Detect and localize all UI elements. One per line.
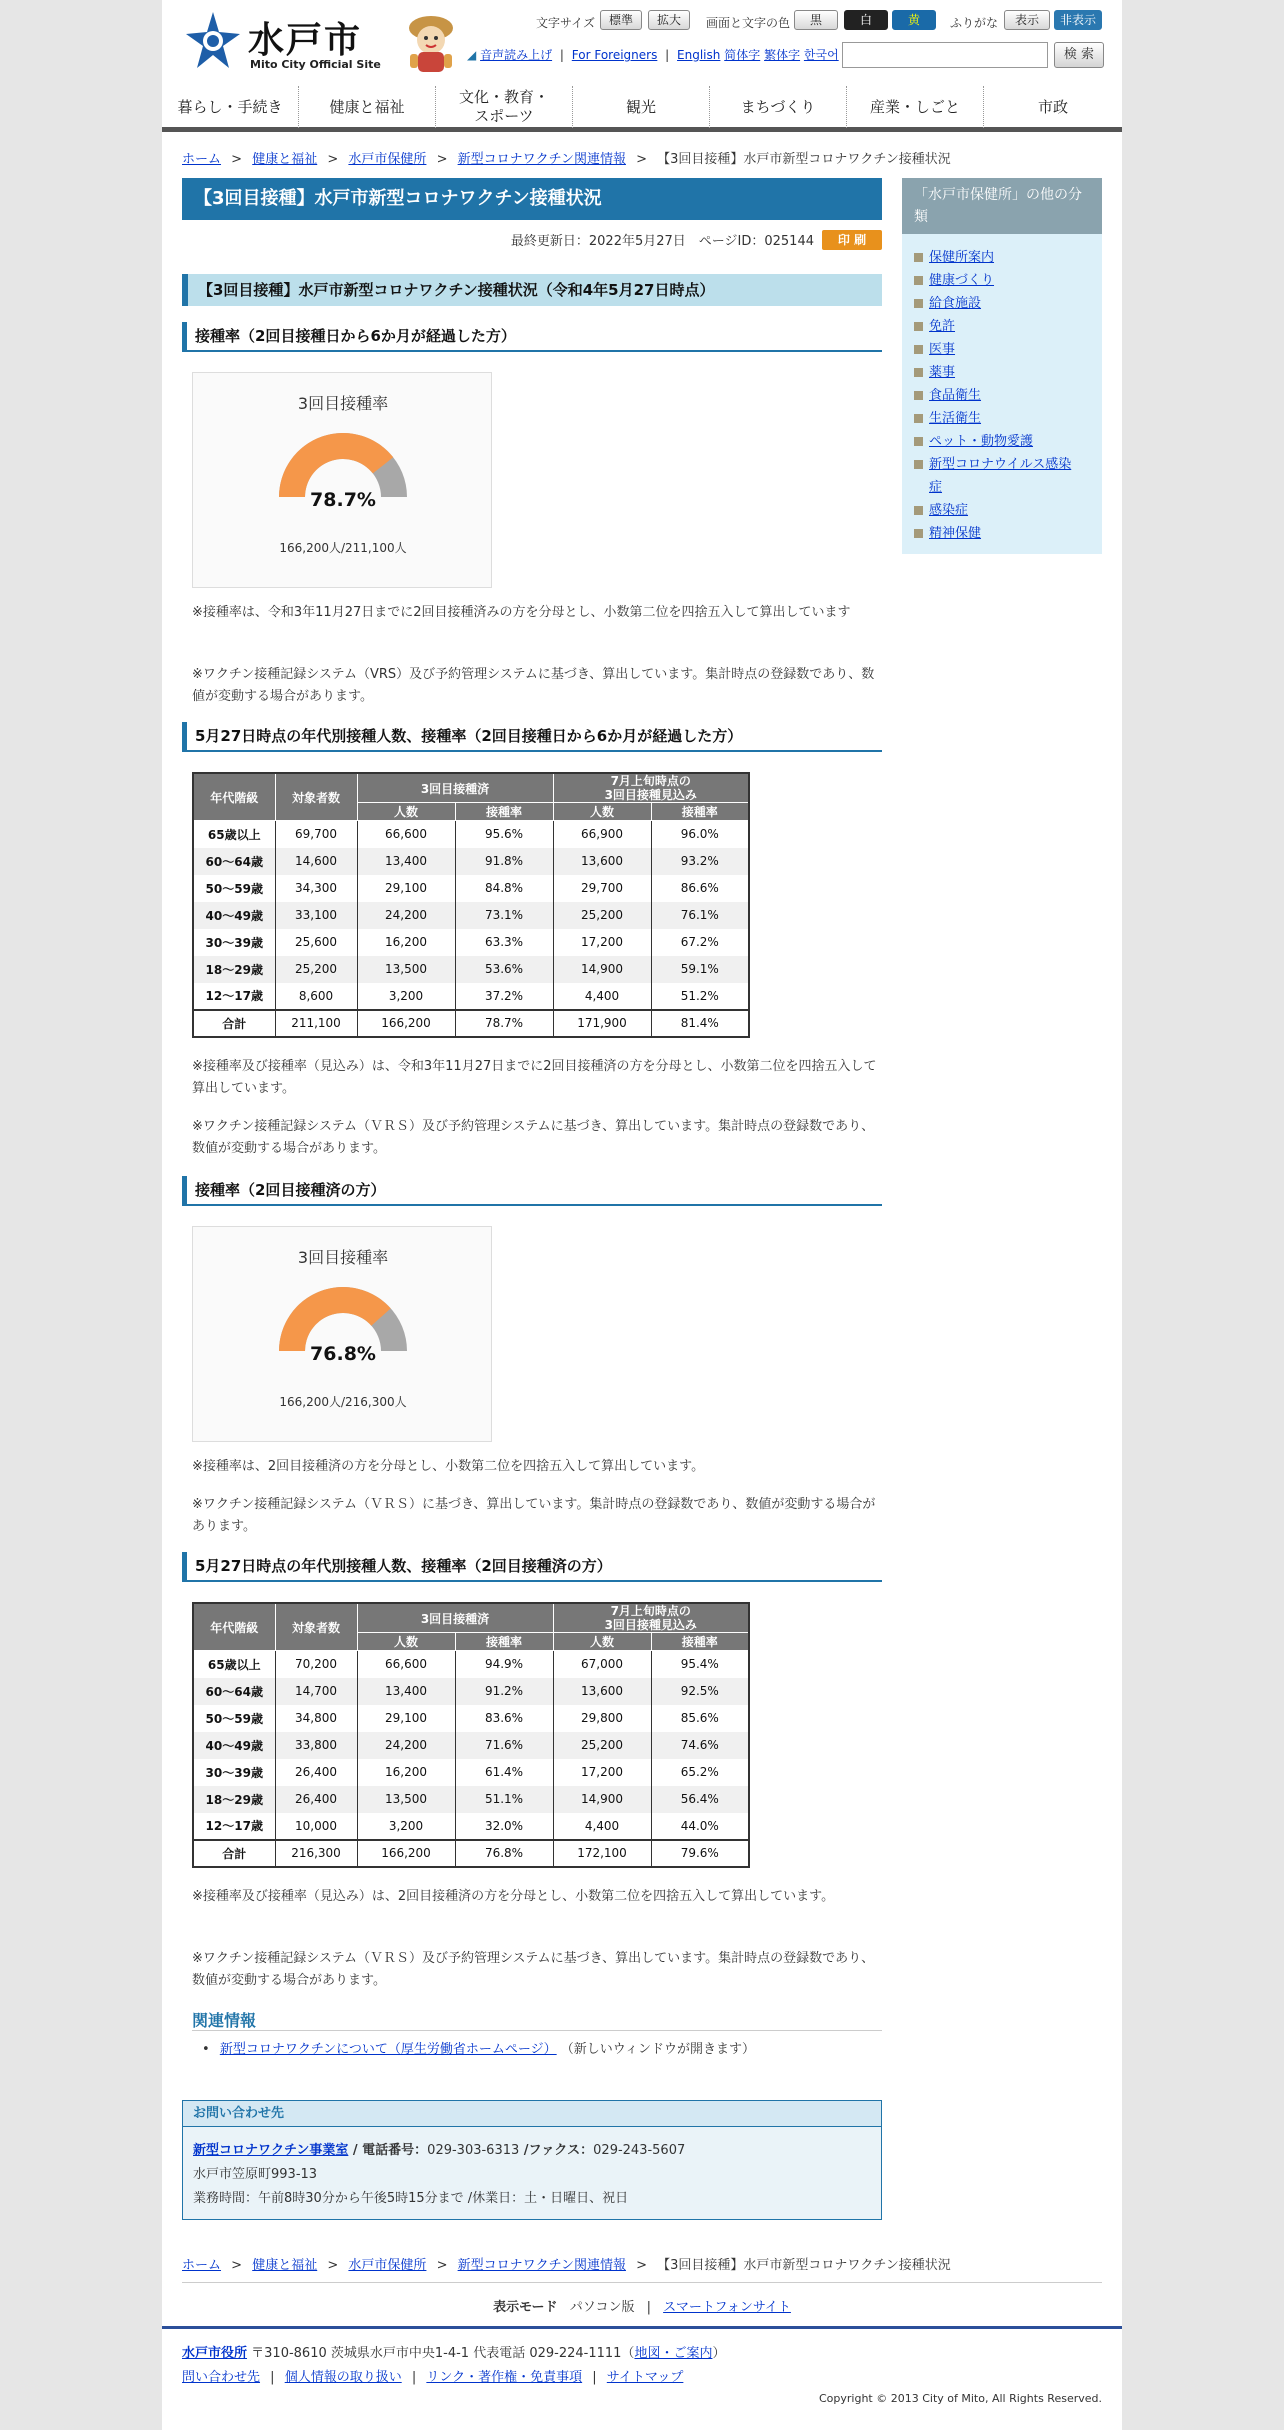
table-cell: 172,100: [553, 1840, 651, 1867]
table-cell: 95.6%: [455, 821, 553, 848]
table-cell: 8,600: [275, 983, 357, 1010]
table-cell: 29,800: [553, 1705, 651, 1732]
footer-privacy-link[interactable]: 個人情報の取り扱い: [284, 2370, 402, 2385]
th-target: 対象者数: [275, 773, 357, 821]
related-title: 関連情報: [192, 2011, 257, 2030]
site-name-en: Mito City Official Site: [250, 58, 381, 71]
breadcrumb-hokenjo[interactable]: 水戸市保健所: [348, 2258, 427, 2273]
nav-machizukuri[interactable]: まちづくり: [710, 86, 847, 128]
square-bullet-icon: [914, 253, 923, 262]
table-cell: 44.0%: [651, 1813, 749, 1840]
age-table-dose2-heading: 5月27日時点の年代別接種人数、接種率（2回目接種済の方）: [182, 1552, 882, 1582]
table-cell: 14,600: [275, 848, 357, 875]
table-cell: 14,900: [553, 1786, 651, 1813]
contact-tel: 029-303-6313: [427, 2143, 520, 2158]
table-cell: 18〜29歳: [193, 956, 275, 983]
city-office-link[interactable]: 水戸市役所: [182, 2346, 248, 2361]
page-title: 【3回目接種】水戸市新型コロナワクチン接種状況: [182, 178, 882, 220]
th-rate: 接種率: [651, 1633, 749, 1651]
korean-link[interactable]: 한국어: [803, 48, 839, 62]
table-cell: 95.4%: [651, 1651, 749, 1678]
note-text: ※ワクチン接種記録システム（VRS）及び予約管理システムに基づき、算出しています。集計時点の登録数であり、数値が変動する場合があります。: [192, 667, 875, 704]
note-text: ※接種率は、2回目接種済の方を分母とし、小数第二位を四捨五入して算出しています。: [192, 1459, 705, 1474]
table-cell: 67,000: [553, 1651, 651, 1678]
table-cell: 14,900: [553, 956, 651, 983]
gauge-chart: [193, 373, 493, 589]
table-row: [193, 1732, 749, 1759]
sidebar-item[interactable]: 給食施設: [914, 292, 981, 311]
gauge-value: 76.8%: [310, 1343, 376, 1365]
table-cell: 4,400: [553, 983, 651, 1010]
table-cell: 40〜49歳: [193, 902, 275, 929]
table-cell: 78.7%: [455, 1010, 553, 1037]
nav-bunka[interactable]: 文化・教育・ スポーツ: [436, 86, 573, 128]
th-done: 3回目接種済: [357, 1603, 553, 1633]
table-cell: 30〜39歳: [193, 1759, 275, 1786]
square-bullet-icon: [914, 529, 923, 538]
gauge-title: 3回目接種率: [297, 1248, 389, 1267]
footer-sitemap-link[interactable]: サイトマップ: [606, 2370, 684, 2385]
th-age: 年代階級: [193, 773, 275, 821]
map-link[interactable]: 地図・ご案内: [634, 2346, 713, 2361]
site-logo[interactable]: [182, 8, 472, 78]
sidebar-item[interactable]: 生活衛生: [914, 407, 981, 426]
th-rate: 接種率: [455, 803, 553, 821]
table-cell: 216,300: [275, 1840, 357, 1867]
note-text: ※接種率及び接種率（見込み）は、令和3年11月27日までに2回目接種済の方を分母とし、小数第二位を四捨五入して算出しています。: [192, 1059, 877, 1096]
gauge-value: 78.7%: [310, 489, 376, 511]
language-links: ◢ 音声読み上げ | For Foreigners | English 简体字 繁体字 한국어: [467, 48, 839, 62]
table-cell: 91.8%: [455, 848, 553, 875]
english-link[interactable]: English: [677, 48, 721, 62]
table-cell: 13,500: [357, 1786, 455, 1813]
age-table-6month-heading: 5月27日時点の年代別接種人数、接種率（2回目接種日から6か月が経過した方）: [182, 722, 882, 752]
table-cell: 34,300: [275, 875, 357, 902]
site-name: 水戸市: [248, 19, 363, 61]
table-cell: 40〜49歳: [193, 1732, 275, 1759]
note-text: ※ワクチン接種記録システム（ＶＲＳ）及び予約管理システムに基づき、算出しています。集計時点の登録数であり、数値が変動する場合があります。: [192, 1119, 875, 1156]
table-cell: 56.4%: [651, 1786, 749, 1813]
breadcrumb-home[interactable]: ホーム: [182, 152, 222, 167]
table-cell: 3,200: [357, 1813, 455, 1840]
breadcrumb-current: 【3回目接種】水戸市新型コロナワクチン接種状況: [657, 2258, 951, 2273]
table-cell: 50〜59歳: [193, 875, 275, 902]
table-cell: 166,200: [357, 1010, 455, 1037]
table-row: [193, 1786, 749, 1813]
pc-mode: パソコン版: [569, 2300, 635, 2315]
table-cell: 32.0%: [455, 1813, 553, 1840]
square-bullet-icon: [914, 299, 923, 308]
sidebar-item[interactable]: 健康づくり: [914, 269, 994, 288]
note-text: ※接種率は、令和3年11月27日までに2回目接種済みの方を分母とし、小数第二位を四捨五入して算出しています: [192, 605, 851, 620]
sidebar-item[interactable]: 医事: [914, 338, 955, 357]
table-cell: 93.2%: [651, 848, 749, 875]
furigana-show-button[interactable]: 表示: [1004, 10, 1050, 30]
square-bullet-icon: [914, 391, 923, 400]
square-bullet-icon: [914, 276, 923, 285]
th-done: 3回目接種済: [357, 773, 553, 803]
table-cell: 17,200: [553, 929, 651, 956]
table-cell: 16,200: [357, 1759, 455, 1786]
speaker-icon: ◢: [467, 48, 477, 62]
table-cell: 33,100: [275, 902, 357, 929]
color-white-button[interactable]: 白: [844, 10, 888, 30]
sidebar-item[interactable]: 感染症: [914, 499, 968, 518]
table-cell: 13,600: [553, 848, 651, 875]
gauge-count: 166,200人/211,100人: [279, 541, 407, 555]
table-cell: 76.8%: [455, 1840, 553, 1867]
mito-star-emblem-icon: [182, 10, 244, 72]
table-cell: 26,400: [275, 1786, 357, 1813]
table-cell: 166,200: [357, 1840, 455, 1867]
color-yellow-button[interactable]: 黄: [892, 10, 936, 30]
table-row: [193, 983, 749, 1010]
sidebar-item[interactable]: 免許: [914, 315, 955, 334]
font-size-label: 文字サイズ: [536, 16, 596, 30]
nav-sangyo[interactable]: 産業・しごと: [847, 86, 984, 128]
table-cell: 17,200: [553, 1759, 651, 1786]
page-meta: 最終更新日：2022年5月27日 ページID：025144: [510, 234, 814, 249]
nav-kurashi[interactable]: 暮らし・手続き: [162, 86, 299, 128]
square-bullet-icon: [914, 414, 923, 423]
gauge-count: 166,200人/216,300人: [279, 1395, 407, 1409]
table-cell: 61.4%: [455, 1759, 553, 1786]
footer-address: 水戸市役所 〒310-8610 茨城県水戸市中央1-4-1 代表電話 029-224-1111（地図・ご案内）: [182, 2346, 726, 2361]
table-cell: 171,900: [553, 1010, 651, 1037]
table-cell: 25,600: [275, 929, 357, 956]
table-cell: 50〜59歳: [193, 1705, 275, 1732]
table-cell: 60〜64歳: [193, 848, 275, 875]
table-row: [193, 1651, 749, 1678]
table-cell: 29,700: [553, 875, 651, 902]
voice-link[interactable]: 音声読み上げ: [480, 48, 553, 62]
table-cell: 66,600: [357, 1651, 455, 1678]
table-cell: 12〜17歳: [193, 983, 275, 1010]
square-bullet-icon: [914, 322, 923, 331]
table-cell: 18〜29歳: [193, 1786, 275, 1813]
contact-dept-link[interactable]: 新型コロナワクチン事業室: [193, 2143, 349, 2158]
font-size-standard-button[interactable]: 標準: [600, 10, 642, 30]
page: [162, 0, 1122, 2430]
table-row: [193, 848, 749, 875]
table-cell: 70,200: [275, 1651, 357, 1678]
breadcrumb-hokenjo[interactable]: 水戸市保健所: [348, 152, 427, 167]
contact-heading: お問い合わせ先: [183, 2101, 881, 2127]
table-cell: 66,600: [357, 821, 455, 848]
table-row: [193, 1705, 749, 1732]
table-row: [193, 1813, 749, 1840]
th-people: 人数: [553, 1633, 651, 1651]
furigana-label: ふりがな: [950, 16, 999, 30]
breadcrumb-home[interactable]: ホーム: [182, 2258, 222, 2273]
table-cell: 26,400: [275, 1759, 357, 1786]
table-cell: 合計: [193, 1840, 275, 1867]
nav-kenko[interactable]: 健康と福祉: [299, 86, 436, 128]
table-row: [193, 1759, 749, 1786]
sidebar-item[interactable]: 保健所案内: [914, 246, 994, 265]
divider: [182, 2282, 1102, 2283]
related-link[interactable]: 新型コロナワクチンについて（厚生労働省ホームページ）: [219, 2042, 557, 2057]
section-heading: 【3回目接種】水戸市新型コロナワクチン接種状況（令和4年5月27日時点）: [182, 274, 882, 306]
table-cell: 92.5%: [651, 1678, 749, 1705]
note-text: ※ワクチン接種記録システム（ＶＲＳ）に基づき、算出しています。集計時点の登録数であり、数値が変動する場合があります。: [192, 1497, 876, 1534]
table-cell: 33,800: [275, 1732, 357, 1759]
table-cell: 71.6%: [455, 1732, 553, 1759]
smartphone-link[interactable]: スマートフォンサイト: [663, 2300, 791, 2315]
gauge-fill-arc: [279, 1287, 391, 1351]
th-age: 年代階級: [193, 1603, 275, 1651]
gauge-chart: [193, 1227, 493, 1443]
table-cell: 65歳以上: [193, 1651, 275, 1678]
display-mode: 表示モード パソコン版 | スマートフォンサイト: [493, 2300, 791, 2315]
table-cell: 13,400: [357, 848, 455, 875]
gauge-dose2: [192, 1226, 492, 1442]
footer-link-policy-link[interactable]: リンク・著作権・免責事項: [426, 2370, 583, 2385]
age-rate-table-dose2: [192, 1602, 750, 1868]
table-cell: 13,600: [553, 1678, 651, 1705]
mascot-character-icon: [396, 8, 466, 78]
th-rate: 接種率: [651, 803, 749, 821]
sidebar-heading: 「水戸市保健所」の他の分類: [902, 178, 1102, 234]
table-cell: 51.2%: [651, 983, 749, 1010]
table-row: [193, 875, 749, 902]
contact-line: 新型コロナワクチン事業室 / 電話番号：029-303-6313 /ファクス：029-243-5607: [193, 2143, 686, 2158]
table-cell: 63.3%: [455, 929, 553, 956]
table-cell: 10,000: [275, 1813, 357, 1840]
footer-contact-link[interactable]: 問い合わせ先: [182, 2370, 261, 2385]
search-input[interactable]: [842, 42, 1048, 68]
th-people: 人数: [553, 803, 651, 821]
table-cell: 25,200: [553, 902, 651, 929]
table-cell: 29,100: [357, 1705, 455, 1732]
divider: [192, 2030, 882, 2031]
color-label: 画面と文字の色: [706, 16, 791, 30]
sidebar-item[interactable]: ペット・動物愛護: [914, 430, 1033, 449]
gauge-fill-arc: [279, 433, 393, 497]
table-cell: 65.2%: [651, 1759, 749, 1786]
table-row: [193, 956, 749, 983]
font-size-large-button[interactable]: 拡大: [648, 10, 690, 30]
table-cell: 14,700: [275, 1678, 357, 1705]
table-cell: 84.8%: [455, 875, 553, 902]
footer-links: 問い合わせ先 | 個人情報の取り扱い | リンク・著作権・免責事項 | サイトマップ: [182, 2370, 684, 2385]
table-cell: 51.1%: [455, 1786, 553, 1813]
table-row: [193, 1010, 749, 1037]
contact-fax: 029-243-5607: [593, 2143, 686, 2158]
table-cell: 25,200: [275, 956, 357, 983]
table-row: [193, 902, 749, 929]
table-cell: 16,200: [357, 929, 455, 956]
sidebar: [902, 178, 1102, 554]
square-bullet-icon: [914, 506, 923, 515]
breadcrumb-health[interactable]: 健康と福祉: [252, 2258, 318, 2273]
table-cell: 83.6%: [455, 1705, 553, 1732]
table-cell: 73.1%: [455, 902, 553, 929]
rate-dose2-heading: 接種率（2回目接種済の方）: [182, 1176, 882, 1206]
copyright: Copyright © 2013 City of Mito, All Rights Reserved.: [819, 2392, 1102, 2405]
table-cell: 67.2%: [651, 929, 749, 956]
contact-hours: 業務時間：午前8時30分から午後5時15分まで /休業日：土・日曜日、祝日: [193, 2191, 629, 2206]
table-cell: 96.0%: [651, 821, 749, 848]
table-cell: 69,700: [275, 821, 357, 848]
note-text: ※ワクチン接種記録システム（ＶＲＳ）及び予約管理システムに基づき、算出しています。集計時点の登録数であり、数値が変動する場合があります。: [192, 1951, 875, 1988]
square-bullet-icon: [914, 460, 923, 469]
gauge-6month: [192, 372, 492, 588]
nav-shisei[interactable]: 市政: [1037, 97, 1068, 116]
table-cell: 24,200: [357, 1732, 455, 1759]
th-forecast: 7月上旬時点の 3回目接種見込み: [553, 773, 749, 803]
table-cell: 79.6%: [651, 1840, 749, 1867]
square-bullet-icon: [914, 437, 923, 446]
table-cell: 3,200: [357, 983, 455, 1010]
contact-address: 水戸市笠原町993-13: [193, 2167, 318, 2182]
table-cell: 53.6%: [455, 956, 553, 983]
breadcrumb: ホーム > 健康と福祉 > 水戸市保健所 > 新型コロナワクチン関連情報 > 【3回目接種】水戸市新型コロナワクチン接種状況: [182, 152, 951, 167]
table-cell: 30〜39歳: [193, 929, 275, 956]
table-row: [193, 821, 749, 848]
related-item: [202, 2038, 755, 2057]
new-window-note: （新しいウィンドウが開きます）: [560, 2042, 756, 2057]
search-button[interactable]: 検 索: [1054, 42, 1104, 68]
table-cell: 86.6%: [651, 875, 749, 902]
table-cell: 76.1%: [651, 902, 749, 929]
global-nav: [162, 86, 1122, 132]
table-row: [193, 1678, 749, 1705]
square-bullet-icon: [914, 368, 923, 377]
sidebar-item[interactable]: 精神保健: [914, 522, 981, 541]
simplified-link[interactable]: 简体字: [724, 48, 761, 62]
table-cell: 25,200: [553, 1732, 651, 1759]
table-cell: 34,800: [275, 1705, 357, 1732]
table-cell: 4,400: [553, 1813, 651, 1840]
table-cell: 合計: [193, 1010, 275, 1037]
square-bullet-icon: [914, 345, 923, 354]
table-cell: 12〜17歳: [193, 1813, 275, 1840]
table-cell: 13,400: [357, 1678, 455, 1705]
th-rate: 接種率: [455, 1633, 553, 1651]
table-cell: 24,200: [357, 902, 455, 929]
breadcrumb-covid[interactable]: 新型コロナワクチン関連情報: [457, 2258, 626, 2273]
table-cell: 60〜64歳: [193, 1678, 275, 1705]
footer-divider: [162, 2326, 1122, 2329]
sidebar-item[interactable]: 食品衛生: [914, 384, 981, 403]
th-forecast: 7月上旬時点の 3回目接種見込み: [553, 1603, 749, 1633]
table-cell: 91.2%: [455, 1678, 553, 1705]
sidebar-item-cont[interactable]: 症: [929, 480, 943, 495]
th-target: 対象者数: [275, 1603, 357, 1651]
th-people: 人数: [357, 803, 455, 821]
age-rate-table-6month: [192, 772, 750, 1038]
th-people: 人数: [357, 1633, 455, 1651]
breadcrumb-current: 【3回目接種】水戸市新型コロナワクチン接種状況: [657, 152, 951, 167]
breadcrumb-bottom: ホーム > 健康と福祉 > 水戸市保健所 > 新型コロナワクチン関連情報 > 【3回目接種】水戸市新型コロナワクチン接種状況: [182, 2258, 951, 2273]
bullet-icon: •: [202, 2042, 210, 2057]
table-row: [193, 929, 749, 956]
nav-kanko[interactable]: 観光: [573, 86, 710, 128]
table-cell: 94.9%: [455, 1651, 553, 1678]
table-cell: 65歳以上: [193, 821, 275, 848]
table-cell: 85.6%: [651, 1705, 749, 1732]
table-cell: 37.2%: [455, 983, 553, 1010]
print-button[interactable]: 印 刷: [822, 230, 882, 250]
gauge-title: 3回目接種率: [297, 394, 389, 413]
furigana-hide-button[interactable]: 非表示: [1054, 10, 1102, 30]
sidebar-item[interactable]: 薬事: [914, 361, 955, 380]
contact-box: [182, 2100, 882, 2220]
foreigners-link[interactable]: For Foreigners: [571, 48, 658, 62]
note-text: ※接種率及び接種率（見込み）は、2回目接種済の方を分母とし、小数第二位を四捨五入して算出しています。: [192, 1889, 835, 1904]
table-cell: 13,500: [357, 956, 455, 983]
rate-6month-heading: 接種率（2回目接種日から6か月が経過した方）: [182, 322, 882, 352]
breadcrumb-covid[interactable]: 新型コロナワクチン関連情報: [457, 152, 626, 167]
table-cell: 29,100: [357, 875, 455, 902]
breadcrumb-health[interactable]: 健康と福祉: [252, 152, 318, 167]
table-cell: 59.1%: [651, 956, 749, 983]
table-cell: 81.4%: [651, 1010, 749, 1037]
sidebar-item[interactable]: 新型コロナウイルス感染: [914, 453, 1071, 472]
color-black-button[interactable]: 黒: [794, 10, 838, 30]
table-row: [193, 1840, 749, 1867]
table-cell: 211,100: [275, 1010, 357, 1037]
table-cell: 66,900: [553, 821, 651, 848]
table-cell: 74.6%: [651, 1732, 749, 1759]
traditional-link[interactable]: 繁体字: [764, 48, 801, 62]
